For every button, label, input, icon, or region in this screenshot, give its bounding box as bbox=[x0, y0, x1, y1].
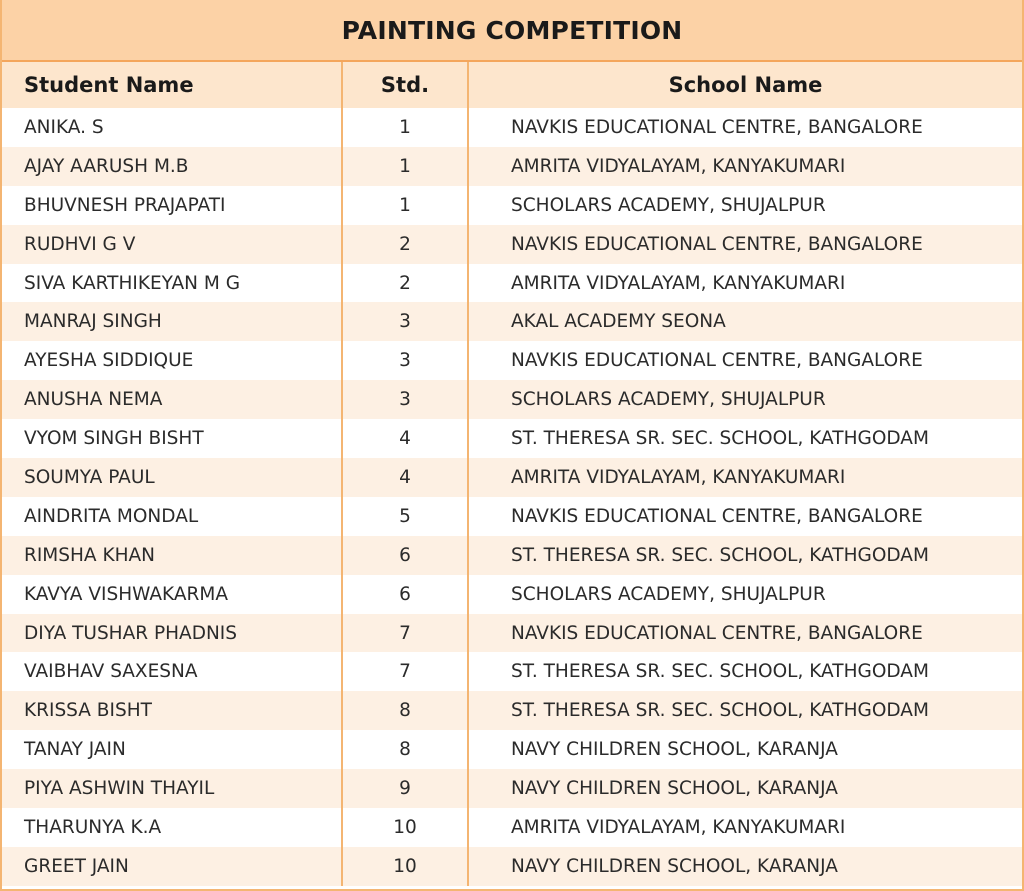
results-table bbox=[2, 62, 1022, 886]
student-name-cell: KRISSA BISHT bbox=[2, 691, 342, 730]
column-header-std: Std. bbox=[342, 62, 468, 108]
table-row bbox=[2, 341, 1022, 380]
table-row bbox=[2, 108, 1022, 147]
school-name-cell: NAVY CHILDREN SCHOOL, KARANJA bbox=[468, 847, 1022, 886]
std-cell: 1 bbox=[342, 186, 468, 225]
column-header-school-name: School Name bbox=[468, 62, 1022, 108]
school-name-cell: AKAL ACADEMY SEONA bbox=[468, 302, 1022, 341]
std-cell: 3 bbox=[342, 341, 468, 380]
table-header bbox=[2, 62, 1022, 108]
student-name-cell: ANUSHA NEMA bbox=[2, 380, 342, 419]
std-cell: 4 bbox=[342, 419, 468, 458]
school-name-cell: NAVKIS EDUCATIONAL CENTRE, BANGALORE bbox=[468, 614, 1022, 653]
std-cell: 3 bbox=[342, 302, 468, 341]
student-name-cell: BHUVNESH PRAJAPATI bbox=[2, 186, 342, 225]
student-name-cell: RUDHVI G V bbox=[2, 225, 342, 264]
table-row bbox=[2, 497, 1022, 536]
std-cell: 9 bbox=[342, 769, 468, 808]
std-cell: 2 bbox=[342, 225, 468, 264]
table-row bbox=[2, 730, 1022, 769]
table-row bbox=[2, 614, 1022, 653]
student-name-cell: VAIBHAV SAXESNA bbox=[2, 652, 342, 691]
std-cell: 2 bbox=[342, 264, 468, 303]
std-cell: 10 bbox=[342, 847, 468, 886]
school-name-cell: AMRITA VIDYALAYAM, KANYAKUMARI bbox=[468, 808, 1022, 847]
table-row bbox=[2, 225, 1022, 264]
school-name-cell: SCHOLARS ACADEMY, SHUJALPUR bbox=[468, 380, 1022, 419]
std-cell: 8 bbox=[342, 730, 468, 769]
std-cell: 1 bbox=[342, 108, 468, 147]
table-row bbox=[2, 264, 1022, 303]
std-cell: 7 bbox=[342, 652, 468, 691]
student-name-cell: VYOM SINGH BISHT bbox=[2, 419, 342, 458]
school-name-cell: NAVY CHILDREN SCHOOL, KARANJA bbox=[468, 769, 1022, 808]
std-cell: 4 bbox=[342, 458, 468, 497]
school-name-cell: NAVKIS EDUCATIONAL CENTRE, BANGALORE bbox=[468, 497, 1022, 536]
table-row bbox=[2, 808, 1022, 847]
table-row bbox=[2, 536, 1022, 575]
student-name-cell: TANAY JAIN bbox=[2, 730, 342, 769]
table-row bbox=[2, 302, 1022, 341]
school-name-cell: SCHOLARS ACADEMY, SHUJALPUR bbox=[468, 575, 1022, 614]
title-bar bbox=[2, 0, 1022, 62]
student-name-cell: AYESHA SIDDIQUE bbox=[2, 341, 342, 380]
school-name-cell: ST. THERESA SR. SEC. SCHOOL, KATHGODAM bbox=[468, 419, 1022, 458]
table-row bbox=[2, 847, 1022, 886]
student-name-cell: AJAY AARUSH M.B bbox=[2, 147, 342, 186]
school-name-cell: ST. THERESA SR. SEC. SCHOOL, KATHGODAM bbox=[468, 652, 1022, 691]
school-name-cell: NAVY CHILDREN SCHOOL, KARANJA bbox=[468, 730, 1022, 769]
school-name-cell: AMRITA VIDYALAYAM, KANYAKUMARI bbox=[468, 458, 1022, 497]
column-header-student-name: Student Name bbox=[2, 62, 342, 108]
std-cell: 10 bbox=[342, 808, 468, 847]
student-name-cell: KAVYA VISHWAKARMA bbox=[2, 575, 342, 614]
student-name-cell: ANIKA. S bbox=[2, 108, 342, 147]
student-name-cell: AINDRITA MONDAL bbox=[2, 497, 342, 536]
table-row bbox=[2, 380, 1022, 419]
std-cell: 8 bbox=[342, 691, 468, 730]
table-row bbox=[2, 575, 1022, 614]
student-name-cell: PIYA ASHWIN THAYIL bbox=[2, 769, 342, 808]
student-name-cell: THARUNYA K.A bbox=[2, 808, 342, 847]
school-name-cell: NAVKIS EDUCATIONAL CENTRE, BANGALORE bbox=[468, 225, 1022, 264]
student-name-cell: DIYA TUSHAR PHADNIS bbox=[2, 614, 342, 653]
table-row bbox=[2, 147, 1022, 186]
school-name-cell: AMRITA VIDYALAYAM, KANYAKUMARI bbox=[468, 147, 1022, 186]
std-cell: 5 bbox=[342, 497, 468, 536]
student-name-cell: GREET JAIN bbox=[2, 847, 342, 886]
table-row bbox=[2, 419, 1022, 458]
std-cell: 1 bbox=[342, 147, 468, 186]
table-row bbox=[2, 769, 1022, 808]
student-name-cell: MANRAJ SINGH bbox=[2, 302, 342, 341]
std-cell: 7 bbox=[342, 614, 468, 653]
student-name-cell: SIVA KARTHIKEYAN M G bbox=[2, 264, 342, 303]
page-title: PAINTING COMPETITION bbox=[341, 15, 683, 45]
table-body bbox=[2, 108, 1022, 886]
table-row bbox=[2, 691, 1022, 730]
student-name-cell: RIMSHA KHAN bbox=[2, 536, 342, 575]
school-name-cell: AMRITA VIDYALAYAM, KANYAKUMARI bbox=[468, 264, 1022, 303]
table-row bbox=[2, 652, 1022, 691]
table-row bbox=[2, 458, 1022, 497]
school-name-cell: ST. THERESA SR. SEC. SCHOOL, KATHGODAM bbox=[468, 691, 1022, 730]
std-cell: 6 bbox=[342, 575, 468, 614]
school-name-cell: NAVKIS EDUCATIONAL CENTRE, BANGALORE bbox=[468, 108, 1022, 147]
student-name-cell: SOUMYA PAUL bbox=[2, 458, 342, 497]
std-cell: 3 bbox=[342, 380, 468, 419]
school-name-cell: SCHOLARS ACADEMY, SHUJALPUR bbox=[468, 186, 1022, 225]
school-name-cell: ST. THERESA SR. SEC. SCHOOL, KATHGODAM bbox=[468, 536, 1022, 575]
school-name-cell: NAVKIS EDUCATIONAL CENTRE, BANGALORE bbox=[468, 341, 1022, 380]
std-cell: 6 bbox=[342, 536, 468, 575]
header-row bbox=[2, 62, 1022, 108]
table-row bbox=[2, 186, 1022, 225]
